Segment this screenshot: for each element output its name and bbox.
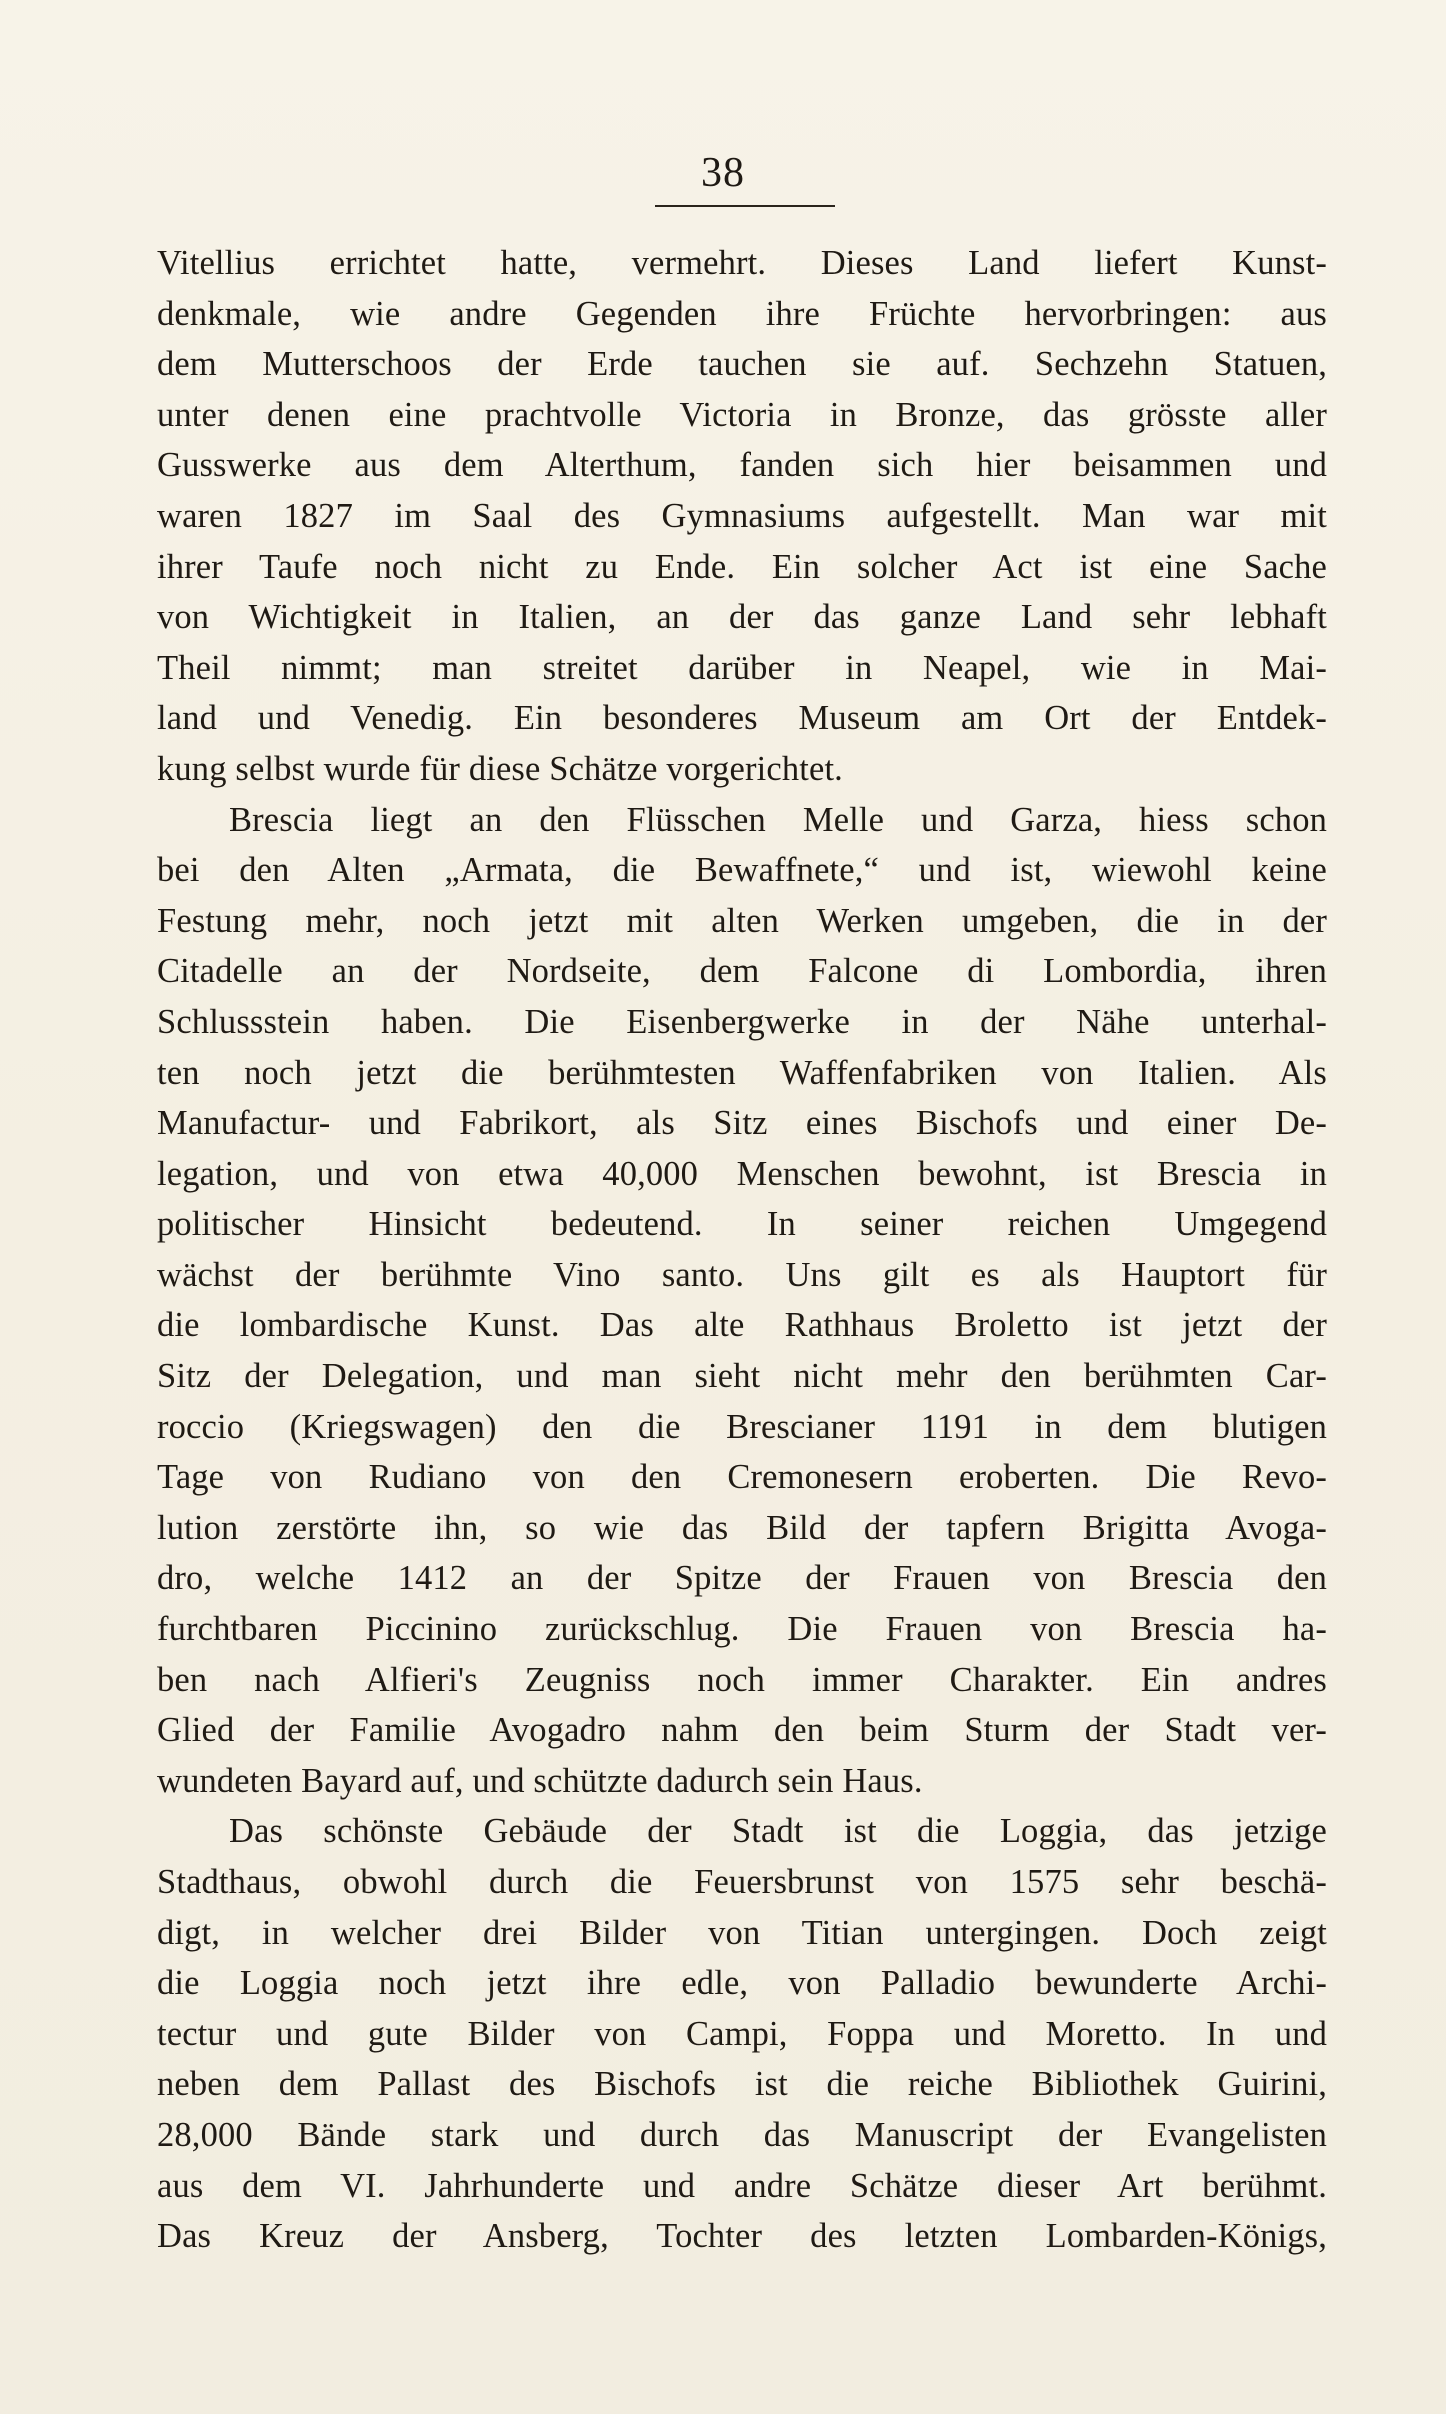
text-line: unter denen eine prachtvolle Victoria in Bronze, das grösste aller [157,395,1327,434]
text-line: Brescia liegt an den Flüsschen Melle und Garza, hiess schon [229,800,1327,839]
text-line: 28,000 Bände stark und durch das Manuscript der Evangelisten [157,2115,1327,2154]
text-line: ihrer Taufe noch nicht zu Ende. Ein solcher Act ist eine Sache [157,547,1327,586]
text-line: wächst der berühmte Vino santo. Uns gilt es als Hauptort für [157,1255,1327,1294]
text-line: Citadelle an der Nordseite, dem Falcone di Lombordia, ihren [157,952,1327,991]
text-line: Manufactur- und Fabrikort, als Sitz eines Bischofs und einer De- [157,1104,1327,1143]
page-number: 38 [701,150,745,196]
text-line: Schlussstein haben. Die Eisenbergwerke in der Nähe unterhal- [157,1002,1327,1041]
text-line: aus dem VI. Jahrhunderte und andre Schätze dieser Art berühmt. [157,2166,1327,2205]
text-line: politischer Hinsicht bedeutend. In seiner reichen Umgegend [157,1205,1327,1244]
header-rule [655,205,835,207]
text-line: digt, in welcher drei Bilder von Titian untergingen. Doch zeigt [157,1913,1327,1952]
text-line: roccio (Kriegswagen) den die Brescianer 1191 in dem blutigen [157,1407,1327,1446]
text-line: furchtbaren Piccinino zurückschlug. Die Frauen von Brescia ha- [157,1610,1327,1649]
text-line: kung selbst wurde für diese Schätze vorgerichtet. [157,749,843,788]
text-line: Stadthaus, obwohl durch die Feuersbrunst von 1575 sehr beschä- [157,1863,1327,1901]
text-line: dem Mutterschoos der Erde tauchen sie auf. Sechzehn Statuen, [157,345,1327,384]
text-line: legation, und von etwa 40,000 Menschen bewohnt, ist Brescia in [157,1154,1327,1193]
text-line: lution zerstörte ihn, so wie das Bild der tapfern Brigitta Avoga- [157,1508,1327,1547]
text-line: Sitz der Delegation, und man sieht nicht mehr den berühmten Car- [157,1357,1327,1396]
text-line: ben nach Alfieri's Zeugniss noch immer Charakter. Ein andres [157,1660,1327,1699]
text-line: Tage von Rudiano von den Cremonesern eroberten. Die Revo- [157,1458,1327,1497]
text-line: Das schönste Gebäude der Stadt ist die Loggia, das jetzige [229,1812,1327,1851]
text-line: Theil nimmt; man streitet darüber in Neapel, wie in Mai- [157,648,1327,687]
text-line: Gusswerke aus dem Alterthum, fanden sich hier beisammen und [157,446,1327,485]
text-line: Glied der Familie Avogadro nahm den beim Sturm der Stadt ver- [157,1711,1327,1750]
text-line: bei den Alten „Armata, die Bewaffnete,“ und ist, wiewohl keine [157,851,1327,890]
text-line: neben dem Pallast des Bischofs ist die reiche Bibliothek Guirini, [157,2065,1327,2104]
text-line: Das Kreuz der Ansberg, Tochter des letzten Lombarden-Königs, [157,2217,1327,2256]
text-line: wundeten Bayard auf, und schützte dadurch sein Haus. [157,1761,923,1800]
text-line: tectur und gute Bilder von Campi, Foppa und Moretto. In und [157,2014,1327,2053]
body-text [157,238,1327,2262]
text-line: von Wichtigkeit in Italien, an der das ganze Land sehr lebhaft [157,598,1327,637]
text-line: Festung mehr, noch jetzt mit alten Werken umgeben, die in der [157,901,1327,940]
text-line: waren 1827 im Saal des Gymnasiums aufgestellt. Man war mit [157,496,1327,535]
text-line: Vitellius errichtet hatte, vermehrt. Dieses Land liefert Kunst- [157,244,1327,282]
text-line: ten noch jetzt die berühmtesten Waffenfabriken von Italien. Als [157,1053,1327,1092]
text-line: denkmale, wie andre Gegenden ihre Früchte hervorbringen: aus [157,294,1327,333]
text-line: dro, welche 1412 an der Spitze der Frauen von Brescia den [157,1559,1327,1598]
text-line: land und Venedig. Ein besonderes Museum am Ort der Entdek- [157,699,1327,738]
text-line: die Loggia noch jetzt ihre edle, von Palladio bewunderte Archi- [157,1964,1327,2003]
text-line: die lombardische Kunst. Das alte Rathhaus Broletto ist jetzt der [157,1306,1327,1345]
